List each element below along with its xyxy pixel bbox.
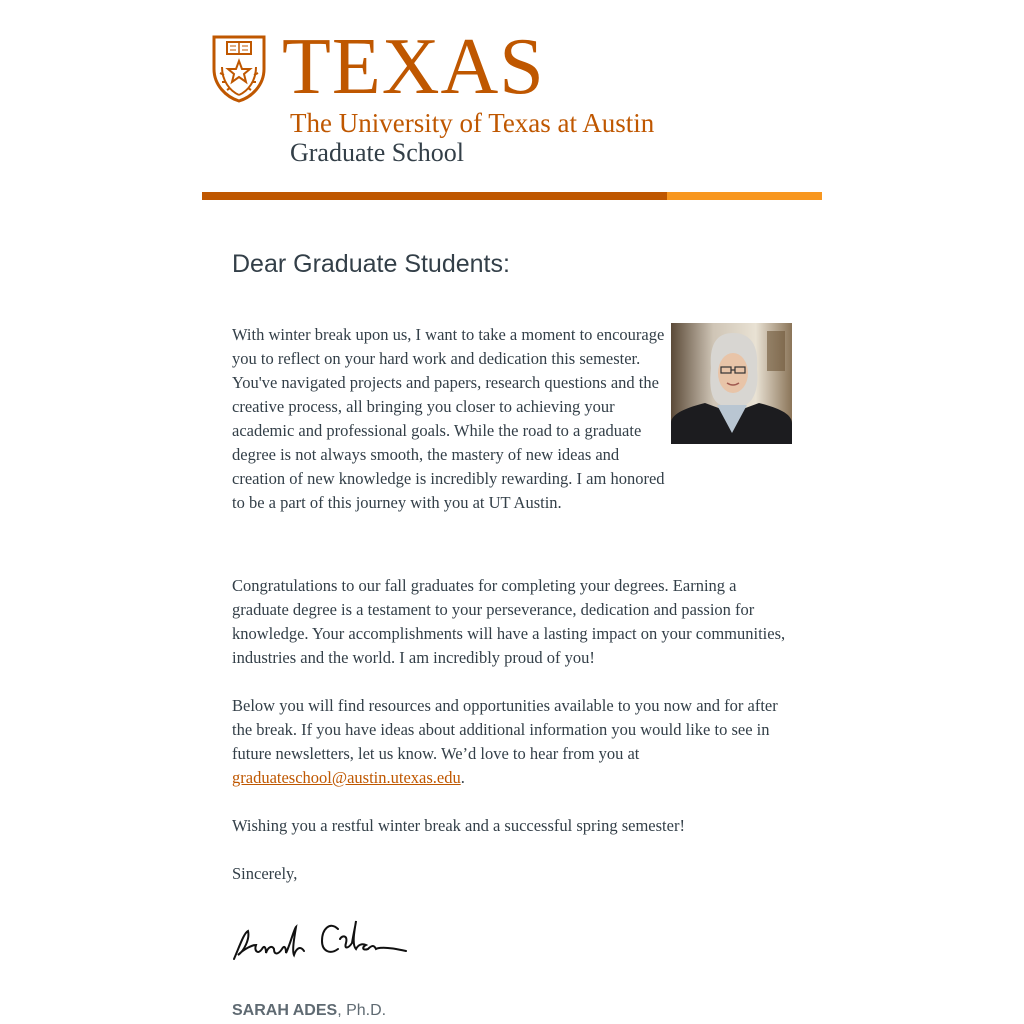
email-container <box>202 0 822 1019</box>
signer-credential: , Ph.D. <box>337 1002 387 1019</box>
header-divider <box>202 192 822 200</box>
paragraph-intro: With winter break upon us, I want to take a moment to encourage you to reflect on your hard work and dedication this semester. You've navigated projects and papers, research questions and the creative process, all bringing you closer to achieving your academic and professional goals. While the road to a graduate degree is not always smooth, the mastery of new ideas and creation of new knowledge is incredibly rewarding. I am honored to be a part of this journey with you at UT Austin. <box>232 325 665 512</box>
greeting: Dear Graduate Students: <box>232 250 510 278</box>
paragraph-congratulations: Congratulations to our fall graduates for completing your degrees. Earning a graduate degree is a testament to your perseverance, dedication and passion for knowledge. Your accomplishments will have a lasting impact on your communities, industries and the world. I am incredibly proud of you! <box>232 576 786 667</box>
handwritten-signature-icon <box>230 915 414 969</box>
texas-wordmark: TEXAS <box>282 23 545 111</box>
paragraph-resources <box>232 694 792 790</box>
closing: Sincerely, <box>232 864 298 883</box>
header <box>202 0 822 192</box>
dean-portrait-image <box>671 323 792 444</box>
university-name: The University of Texas at Austin <box>290 108 655 138</box>
paragraph-wishes: Wishing you a restful winter break and a successful spring semester! <box>232 816 685 835</box>
signer-name <box>232 1000 386 1022</box>
ut-seal-icon <box>212 35 266 103</box>
divider-burnt-orange <box>202 192 667 200</box>
signer-name-bold: SARAH ADES <box>232 1002 338 1019</box>
email-link[interactable]: graduateschool@austin.utexas.edu <box>232 768 461 787</box>
school-name: Graduate School <box>290 138 465 167</box>
divider-light-orange <box>667 192 822 200</box>
resources-text: Below you will find resources and opportunities available to you now and for after the break. If you have ideas about additional information you would like to see in future newsletters, let us know. We’d love to hear from you at <box>232 696 778 763</box>
resources-period: . <box>460 768 465 787</box>
